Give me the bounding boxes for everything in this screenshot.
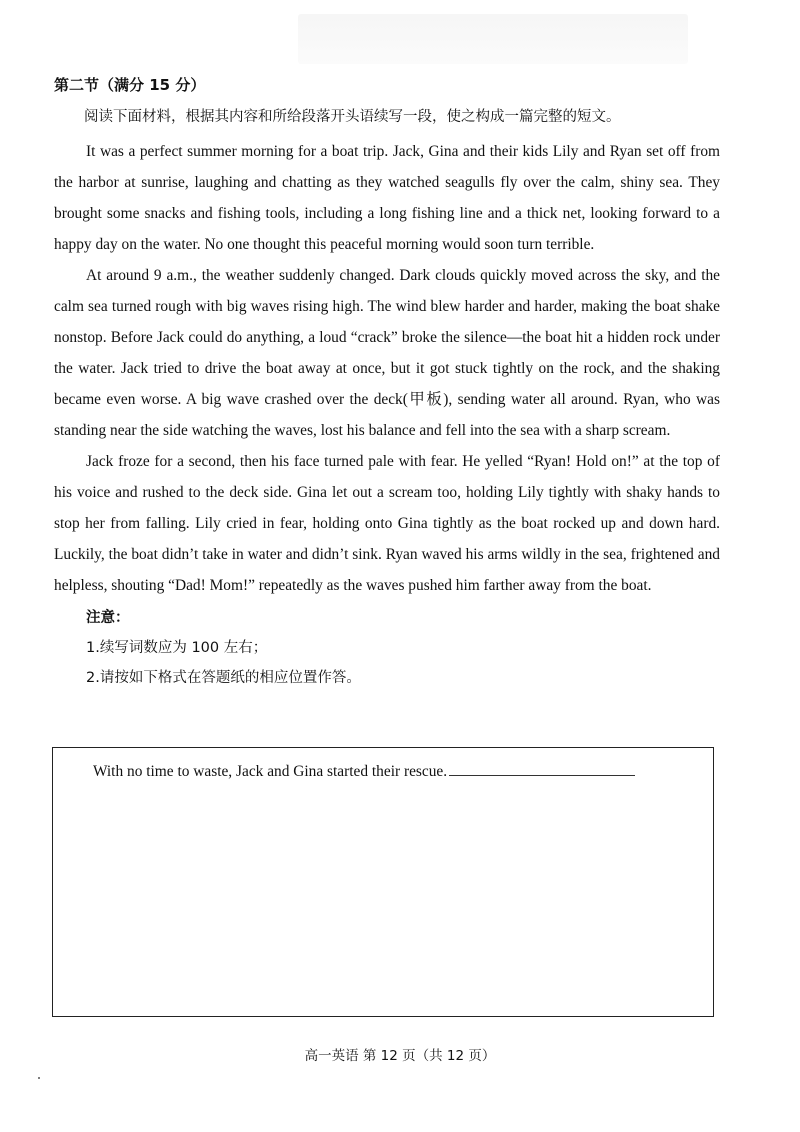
section-instruction: 阅读下面材料，根据其内容和所给段落开头语续写一段，使之构成一篇完整的短文。 [84, 109, 621, 125]
page-footer: 高一英语 第 12 页（共 12 页） [304, 1048, 496, 1064]
section-title: 第二节（满分 15 分） [54, 76, 206, 94]
notes-heading: 注意： [86, 610, 130, 626]
scan-artifact [298, 14, 688, 64]
passage-paragraph-3: Jack froze for a second, then his face turned pale with fear. He yelled “Ryan! Hold on!” at the top of his voice and rushed to the deck side. Gina let out a scream too, holding Lily tightly with shaky hands to stop her from falling. Lily cried in fear, holding onto Gina tightly as the boat rocked up and down hard. Luckily, the boat didn’t take in water and didn’t sink. Ryan waved his arms wildly in the sea, frightened and helpless, shouting “Dad! Mom!” repeatedly as the waves pushed him farther away from the boat. [54, 453, 720, 594]
answer-blank[interactable] [449, 761, 635, 776]
note-item-1: 1.续写词数应为 100 左右； [86, 640, 268, 656]
notes-block [54, 603, 720, 693]
note-item-2: 2.请按如下格式在答题纸的相应位置作答。 [86, 670, 361, 686]
exam-page [54, 72, 720, 693]
continuation-prompt-line [93, 761, 635, 782]
scan-speck [38, 1077, 40, 1079]
answer-box[interactable] [52, 747, 714, 1017]
passage-paragraph-2: At around 9 a.m., the weather suddenly changed. Dark clouds quickly moved across the sky, and the calm sea turned rough with big waves rising high. The wind blew harder and harder, making the boat shake nonstop. Before Jack could do anything, a loud “crack” broke the silence—the boat hit a hidden rock under the water. Jack tried to drive the boat away at once, but it got stuck tightly on the rock, and the shaking became even worse. A big wave crashed over the deck(甲板), sending water all around. Ryan, who was standing near the side watching the waves, lost his balance and fell into the sea with a sharp scream. [54, 267, 720, 439]
continuation-prompt: With no time to waste, Jack and Gina started their rescue. [93, 763, 448, 780]
passage-paragraph-1: It was a perfect summer morning for a boat trip. Jack, Gina and their kids Lily and Ryan set off from the harbor at sunrise, laughing and chatting as they watched seagulls fly over the calm, shiny sea. They brought some snacks and fishing tools, including a long fishing line and a thick net, looking forward to a happy day on the water. No one thought this peaceful morning would soon turn terrible. [54, 143, 720, 253]
